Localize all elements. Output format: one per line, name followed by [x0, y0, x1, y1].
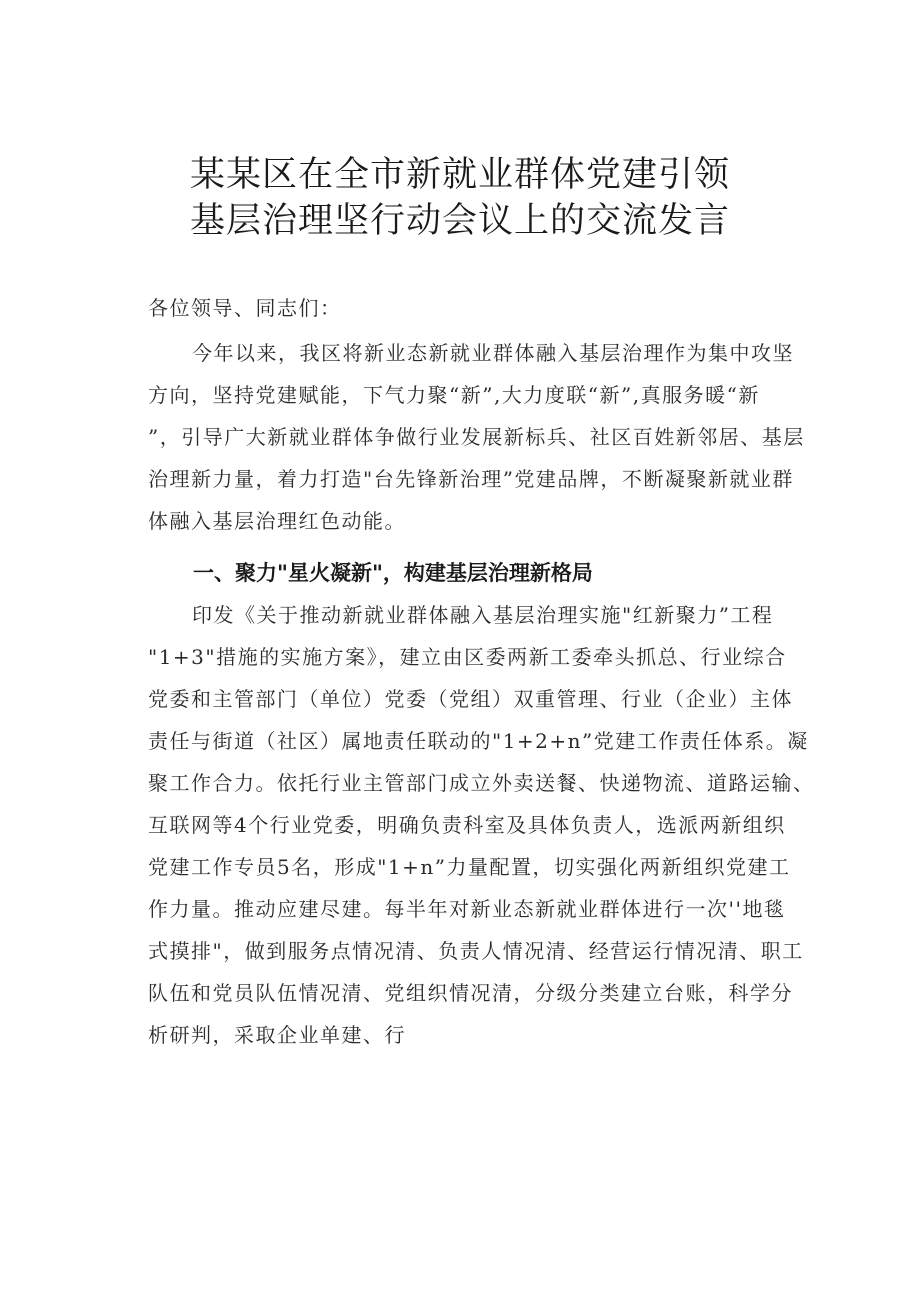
document-title [0, 152, 920, 244]
paragraph-section-1 [148, 594, 815, 1056]
title-line-2: 基层治理坚行动会议上的交流发言 [189, 201, 730, 241]
section-heading-1: 一、聚力"星火凝新"，构建基层治理新格局 [193, 561, 593, 585]
paragraph-line: 队伍和党员队伍情况清、党组织情况清，分级分类建立台账，科学分 [148, 981, 793, 1005]
paragraph-line: 党委和主管部门（单位）党委（党组）双重管理、行业（企业）主体 [148, 687, 793, 711]
paragraph-intro [148, 332, 808, 542]
title-line-1: 某某区在全市新就业群体党建引领 [189, 155, 730, 195]
paragraph-line: "1+3"措施的实施方案》，建立由区委两新工委牵头抓总、行业综合 [148, 645, 787, 669]
paragraph-line: 聚工作合力。依托行业主管部门成立外卖送餐、快递物流、道路运输、 [148, 771, 815, 795]
paragraph-line: 体融入基层治理红色动能。 [148, 509, 406, 533]
paragraph-line: 作力量。推动应建尽建。每半年对新业态新就业群体进行一次''地毯 [148, 897, 786, 921]
salutation [148, 287, 808, 329]
salutation-text: 各位领导、同志们： [148, 296, 342, 320]
paragraph-line: 今年以来，我区将新业态新就业群体融入基层治理作为集中攻坚 [192, 341, 794, 365]
paragraph-line: ”，引导广大新就业群体争做行业发展新标兵、社区百姓新邻居、基层 [148, 425, 805, 449]
paragraph-line: 互联网等4个行业党委，明确负责科室及具体负责人，选派两新组织 [148, 813, 786, 837]
paragraph-line: 印发《关于推动新就业群体融入基层治理实施"红新聚力”工程 [192, 603, 774, 627]
paragraph-line: 责任与街道（社区）属地责任联动的"1+2+n”党建工作责任体系。凝 [148, 729, 809, 753]
paragraph-line: 式摸排"，做到服务点情况清、负责人情况清、经营运行情况清、职工 [148, 939, 804, 963]
paragraph-line: 治理新力量，着力打造"台先锋新治理”党建品牌，不断凝聚新就业群 [148, 467, 794, 491]
paragraph-line: 析研判，采取企业单建、行 [148, 1023, 406, 1047]
paragraph-line: 方向，坚持党建赋能，下气力聚“新”,大力度联“新”,真服务暖“新 [148, 383, 760, 407]
paragraph-line: 党建工作专员5名，形成"1+n”力量配置，切实强化两新组织党建工 [148, 855, 791, 879]
